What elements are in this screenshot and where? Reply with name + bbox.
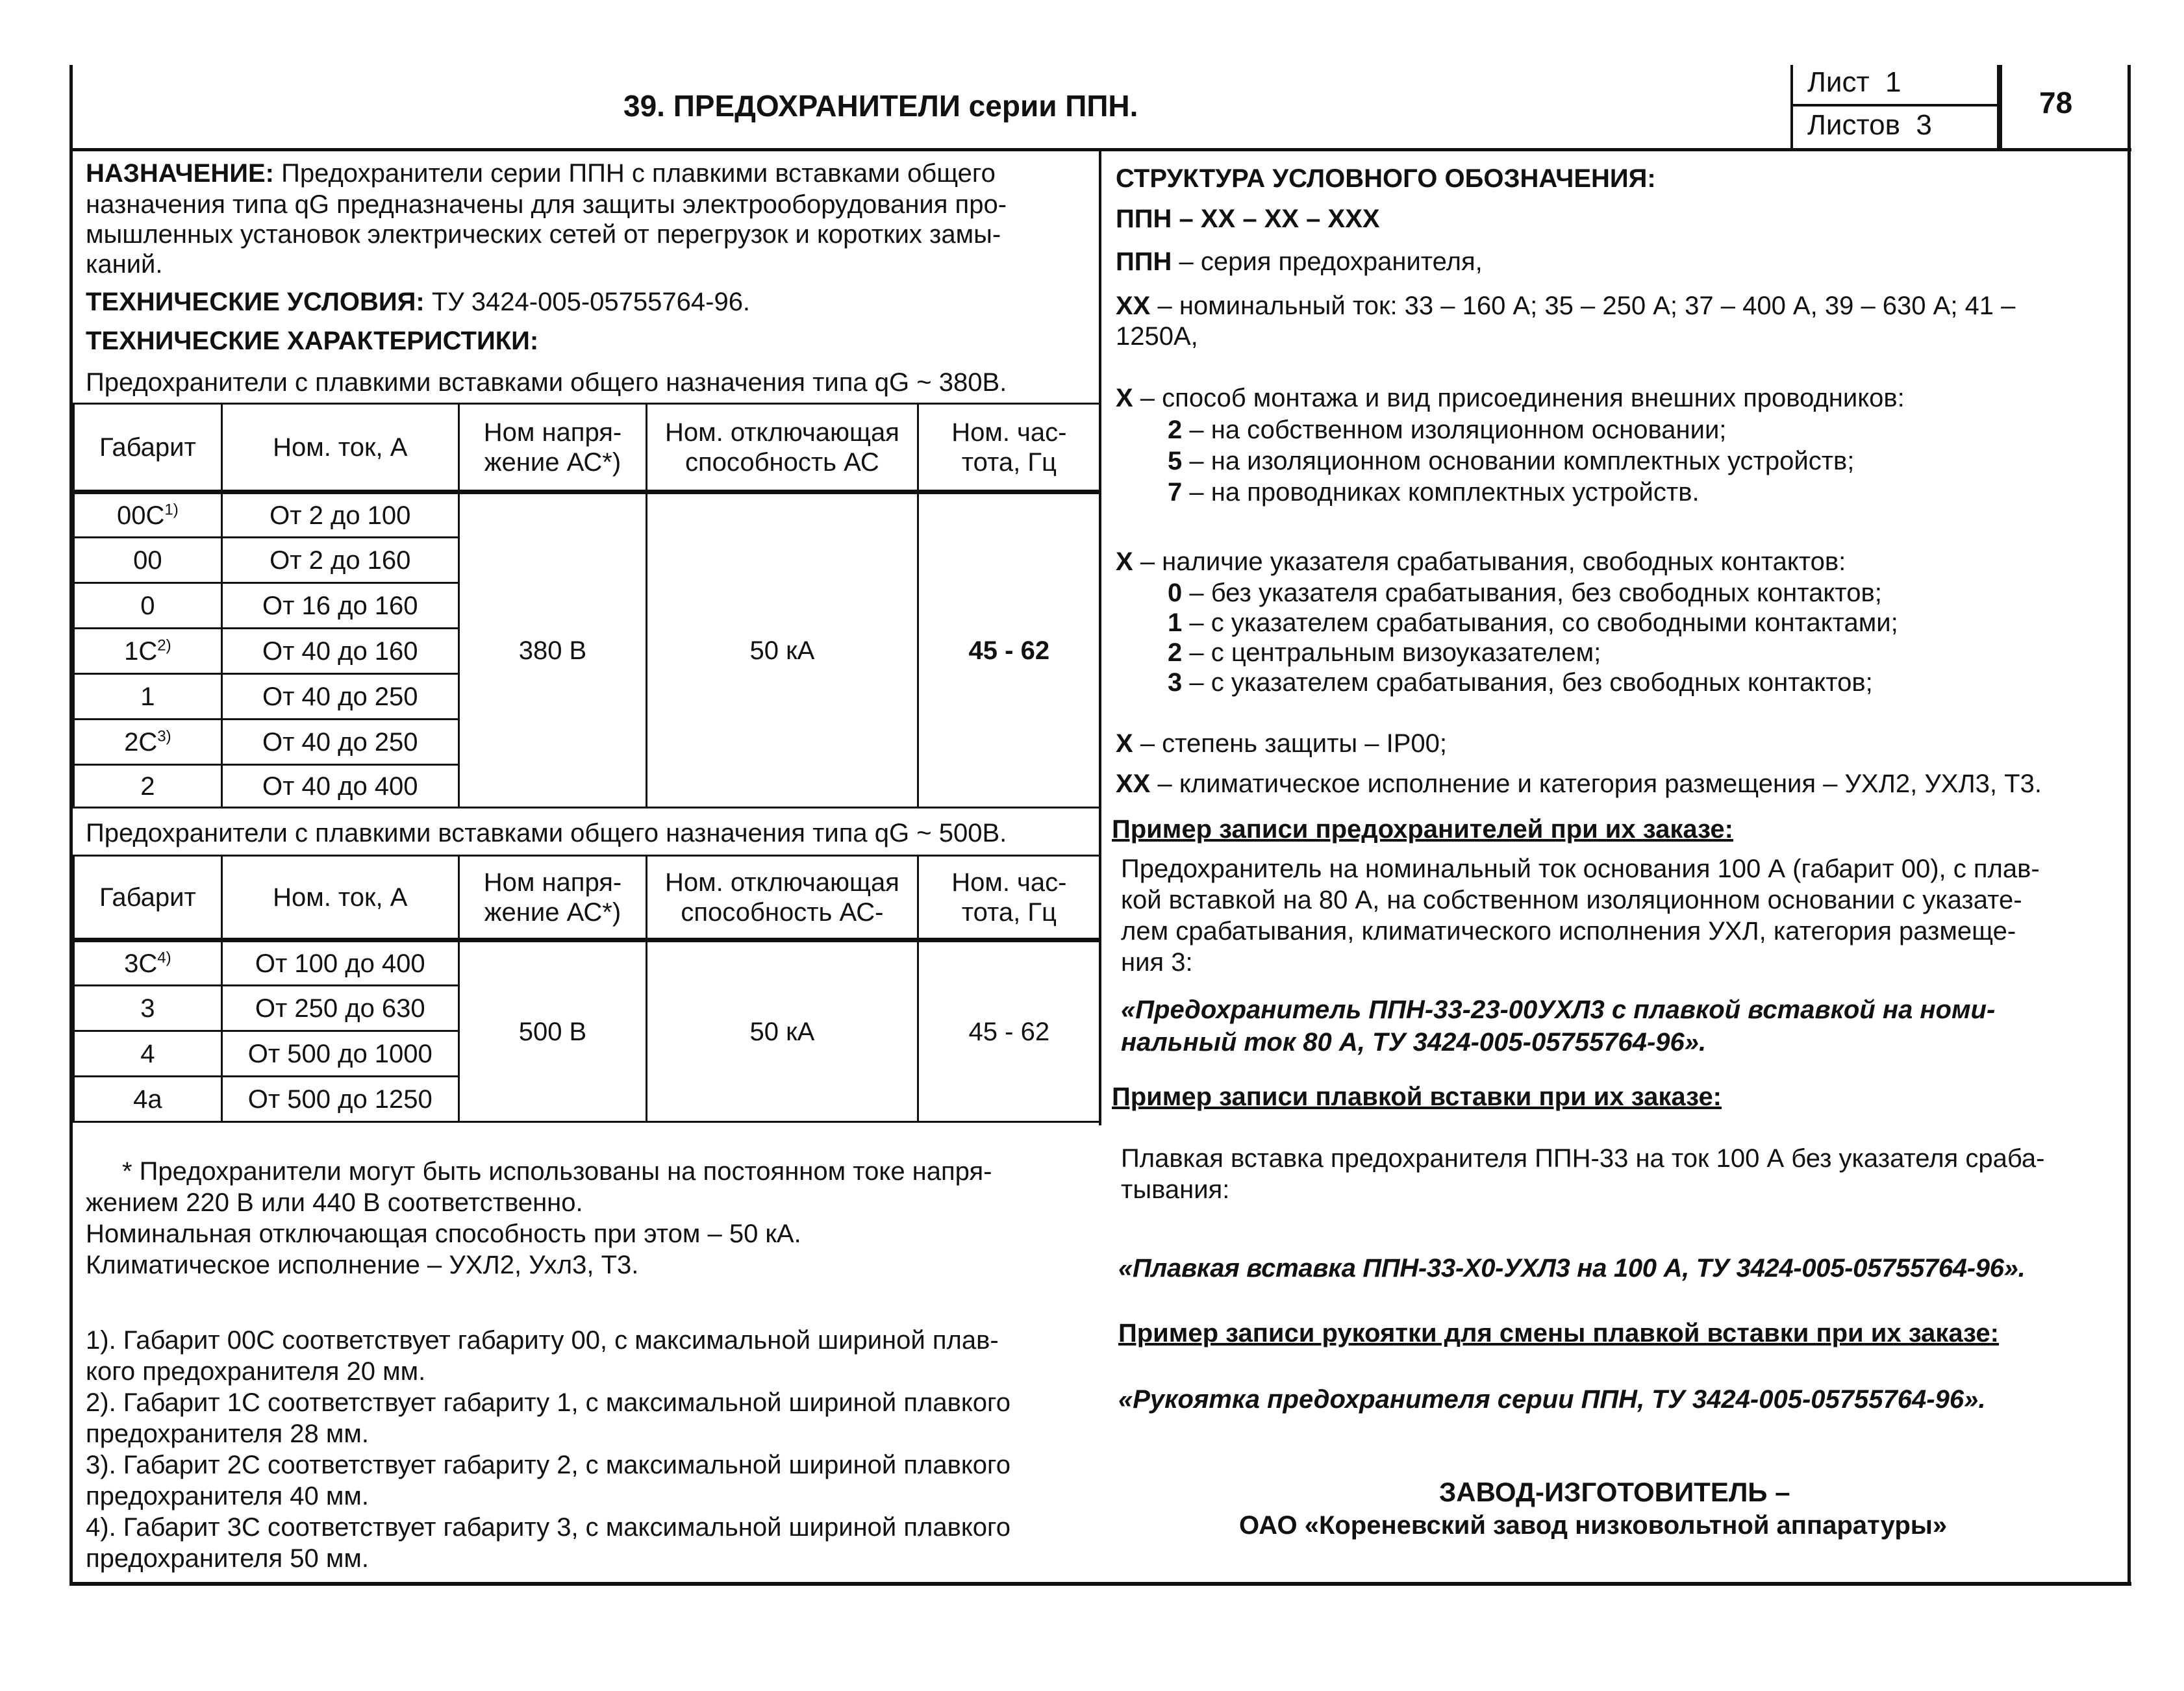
table2-header-frequency: Ном. час- тота, Гц <box>918 856 1100 940</box>
structure-heading: СТРУКТУРА УСЛОВНОГО ОБОЗНАЧЕНИЯ: <box>1116 164 1656 193</box>
note-line: Номинальная отключающая способность при этом – 50 кА. <box>86 1220 801 1248</box>
footnote-line: 3). Габарит 2С соответствует габариту 2, с максимальной шириной плавкого <box>86 1451 1011 1479</box>
example2-heading: Пример записи плавкой вставки при их заказе: <box>1112 1083 1722 1111</box>
footnote-line: предохранителя 40 мм. <box>86 1482 369 1510</box>
footnote-line: 4). Габарит 3С соответствует габариту 3, с максимальной шириной плавкого <box>86 1513 1011 1542</box>
frame-bottom-border <box>69 1582 2131 1586</box>
table-cell-current: От 100 до 400 <box>221 940 458 986</box>
mount-option: 2 – на собственном изоляционном основании; <box>1168 416 1727 444</box>
table1-breaking: 50 кА <box>647 492 918 808</box>
table-cell-current: От 250 до 630 <box>221 986 458 1031</box>
purpose-line-4: каний. <box>86 250 163 279</box>
frame-left-border <box>69 65 73 1585</box>
example1-heading: Пример записи предохранителей при их заказе: <box>1112 815 1733 844</box>
mount-option: 5 – на изоляционном основании комплектных устройств; <box>1168 447 1855 475</box>
series-line: ППН – серия предохранителя, <box>1116 247 1483 276</box>
climate-line: ХХ – климатическое исполнение и категория размещения – УХЛ2, УХЛ3, Т3. <box>1116 770 2042 798</box>
table1-header-frequency: Ном. час- тота, Гц <box>918 404 1100 492</box>
table-cell-current: От 2 до 100 <box>221 492 458 538</box>
mount-option: 7 – на проводниках комплектных устройств. <box>1168 478 1700 507</box>
current-items: 33 – 160 А; 35 – 250 А; 37 – 400 А, 39 – 630 А; 41 – <box>1404 292 2016 320</box>
tech-conditions <box>86 286 750 318</box>
table-cell-size: 3 <box>74 986 222 1031</box>
table1-frequency: 45 - 62 <box>918 492 1100 808</box>
footnote-line: предохранителя 50 мм. <box>86 1544 369 1573</box>
indicator-option: 0 – без указателя срабатывания, без свободных контактов; <box>1168 579 1882 607</box>
sheet-label: Лист 1 <box>1807 66 1902 98</box>
table-cell-size: $2С^{3)}$ <box>74 720 222 765</box>
table1-header-current: Ном. ток, А <box>221 404 458 492</box>
table-cell-size: 0 <box>74 583 222 629</box>
note-line: жением 220 В или 440 В соответственно. <box>86 1188 583 1217</box>
table-cell-size: 00 <box>74 538 222 583</box>
manufacturer-heading: ЗАВОД-ИЗГОТОВИТЕЛЬ – <box>1439 1477 1790 1507</box>
tech-conditions-value: ТУ 3424-005-05755764-96. <box>424 288 751 316</box>
page-number: 78 <box>2039 86 2073 119</box>
table2-header-size: Габарит <box>74 856 222 940</box>
frame-right-border <box>2128 65 2131 1585</box>
table-cell-current: От 40 до 160 <box>221 629 458 674</box>
table1-header-voltage: Ном напря- жение АС*) <box>458 404 646 492</box>
purpose-line-2: назначения типа qG предназначены для защиты электрооборудования про- <box>86 190 1007 219</box>
sheets-label: Листов 3 <box>1807 109 1932 141</box>
table-cell-size: 4а <box>74 1077 222 1122</box>
purpose-line-3: мышленных установок электрических сетей от перегрузок и коротких замы- <box>86 220 1001 249</box>
table-cell-current: От 40 до 400 <box>221 765 458 808</box>
table2-voltage: 500 В <box>458 940 646 1122</box>
example3-heading: Пример записи рукоятки для смены плавкой вставки при их заказе: <box>1118 1319 1999 1347</box>
notes-block <box>86 1156 1099 1281</box>
current-block: ХХ – номинальный ток: 33 – 160 А; 35 – 250 А; 37 – 400 А, 39 – 630 А; 41 – 1250А, <box>1116 292 2016 351</box>
footnote-line: предохранителя 28 мм. <box>86 1420 369 1448</box>
note-line: Климатическое исполнение – УХЛ2, Ухл3, Т3. <box>86 1251 639 1279</box>
indicator-option: 2 – с центральным визоуказателем; <box>1168 638 1601 667</box>
table2-header-current: Ном. ток, А <box>221 856 458 940</box>
table-cell-current: От 16 до 160 <box>221 583 458 629</box>
example2-text: Плавкая вставка предохранителя ППН-33 на ток 100 А без указателя сраба- тывания: <box>1121 1144 2045 1204</box>
sheet-box-separator <box>1793 104 1997 106</box>
table2-header-voltage: Ном напря- жение АС*) <box>458 856 646 940</box>
table-cell-size: 4 <box>74 1031 222 1077</box>
table1-header-size: Габарит <box>74 404 222 492</box>
indicator-option: 1 – с указателем срабатывания, со свободными контактами; <box>1168 608 1898 637</box>
example1-text: Предохранитель на номинальный ток основания 100 А (габарит 00), с плав- кой вставкой на 80 А, на собственном изоляционном основании с указате- лем срабатывания, климатического исполнения УХЛ, категория размеще- ния 3: <box>1121 855 2040 977</box>
footnote-line: 1). Габарит 00С соответствует габариту 00, с максимальной шириной плав- <box>86 1326 999 1355</box>
table-cell-current: От 500 до 1000 <box>221 1031 458 1077</box>
tech-specs-heading: ТЕХНИЧЕСКИЕ ХАРАКТЕРИСТИКИ: <box>86 327 539 355</box>
footnote-line: 2). Габарит 1С соответствует габариту 1, с максимальной шириной плавкого <box>86 1388 1011 1417</box>
tech-conditions-heading: ТЕХНИЧЕСКИЕ УСЛОВИЯ: <box>86 288 425 316</box>
example3-record: «Рукоятка предохранителя серии ППН, ТУ 3424-005-05755764-96». <box>1118 1385 1986 1414</box>
table2-breaking: 50 кА <box>647 940 918 1122</box>
table-cell-current: От 2 до 160 <box>221 538 458 583</box>
table-cell-size: 2 <box>74 765 222 808</box>
footnotes-block <box>86 1325 1099 1574</box>
table1-caption: Предохранители с плавкими вставками общего назначения типа qG ~ 380В. <box>86 368 1007 397</box>
table1-header-breaking: Ном. отключающая способность АС <box>647 404 918 492</box>
table-cell-current: От 500 до 1250 <box>221 1077 458 1122</box>
table-cell-current: От 40 до 250 <box>221 720 458 765</box>
sheet-box <box>1790 65 2000 148</box>
table-cell-size: 1 <box>74 674 222 720</box>
purpose-heading: НАЗНАЧЕНИЕ: <box>86 159 274 188</box>
purpose-line-1: Предохранители серии ППН с плавкими вставками общего <box>273 159 996 188</box>
example2-record: «Плавкая вставка ППН-33-Х0-УХЛ3 на 100 А, ТУ 3424-005-05755764-96». <box>1118 1254 2026 1283</box>
structure-code: ППН – ХХ – ХХ – ХХХ <box>1116 205 1380 233</box>
table2-header-breaking: Ном. отключающая способность АС- <box>647 856 918 940</box>
protection-line: Х – степень защиты – IP00; <box>1116 729 1448 758</box>
footnote-line: кого предохранителя 20 мм. <box>86 1357 426 1386</box>
table-cell-size: $3С^{4)}$ <box>74 940 222 986</box>
indicator-block: Х – наличие указателя срабатывания, свободных контактов: 0 – без указателя срабатывания, без свободных контактов; 1 – с указателем срабатывания, со свободными контактами; 2 – с центральным визоуказателем; 3 – с указателем срабатывания, без свободных контактов; <box>1116 545 2116 697</box>
table1-voltage: 380 В <box>458 492 646 808</box>
table-cell-size: $1С^{2)}$ <box>74 629 222 674</box>
example1-record: «Предохранитель ППН-33-23-00УХЛ3 с плавкой вставкой на номи- нальный ток 80 А, ТУ 3424-005-05755764-96». <box>1121 996 1996 1057</box>
table-cell-current: От 40 до 250 <box>221 674 458 720</box>
mount-block: Х – способ монтажа и вид присоединения внешних проводников: 2 – на собственном изоляционном основании; 5 – на изоляционном основании комплектных устройств; 7 – на проводниках комплектных устройств. <box>1116 382 2116 508</box>
manufacturer-name: ОАО «Кореневский завод низковольтной аппаратуры» <box>1239 1511 1948 1540</box>
table2-caption: Предохранители с плавкими вставками общего назначения типа qG ~ 500В. <box>86 819 1007 847</box>
note-line: * Предохранители могут быть использованы на постоянном токе напря- <box>122 1157 992 1186</box>
page-title: 39. ПРЕДОХРАНИТЕЛИ серии ППН. <box>623 89 1138 123</box>
spec-table-380v <box>73 403 1101 808</box>
indicator-option: 3 – с указателем срабатывания, без свободных контактов; <box>1168 668 1873 697</box>
purpose-block <box>86 157 1099 279</box>
table2-frequency: 45 - 62 <box>918 940 1100 1122</box>
table-cell-size: $00С^{1)}$ <box>74 492 222 538</box>
spec-table-500v <box>73 855 1101 1123</box>
page-number-divider <box>2000 65 2002 148</box>
